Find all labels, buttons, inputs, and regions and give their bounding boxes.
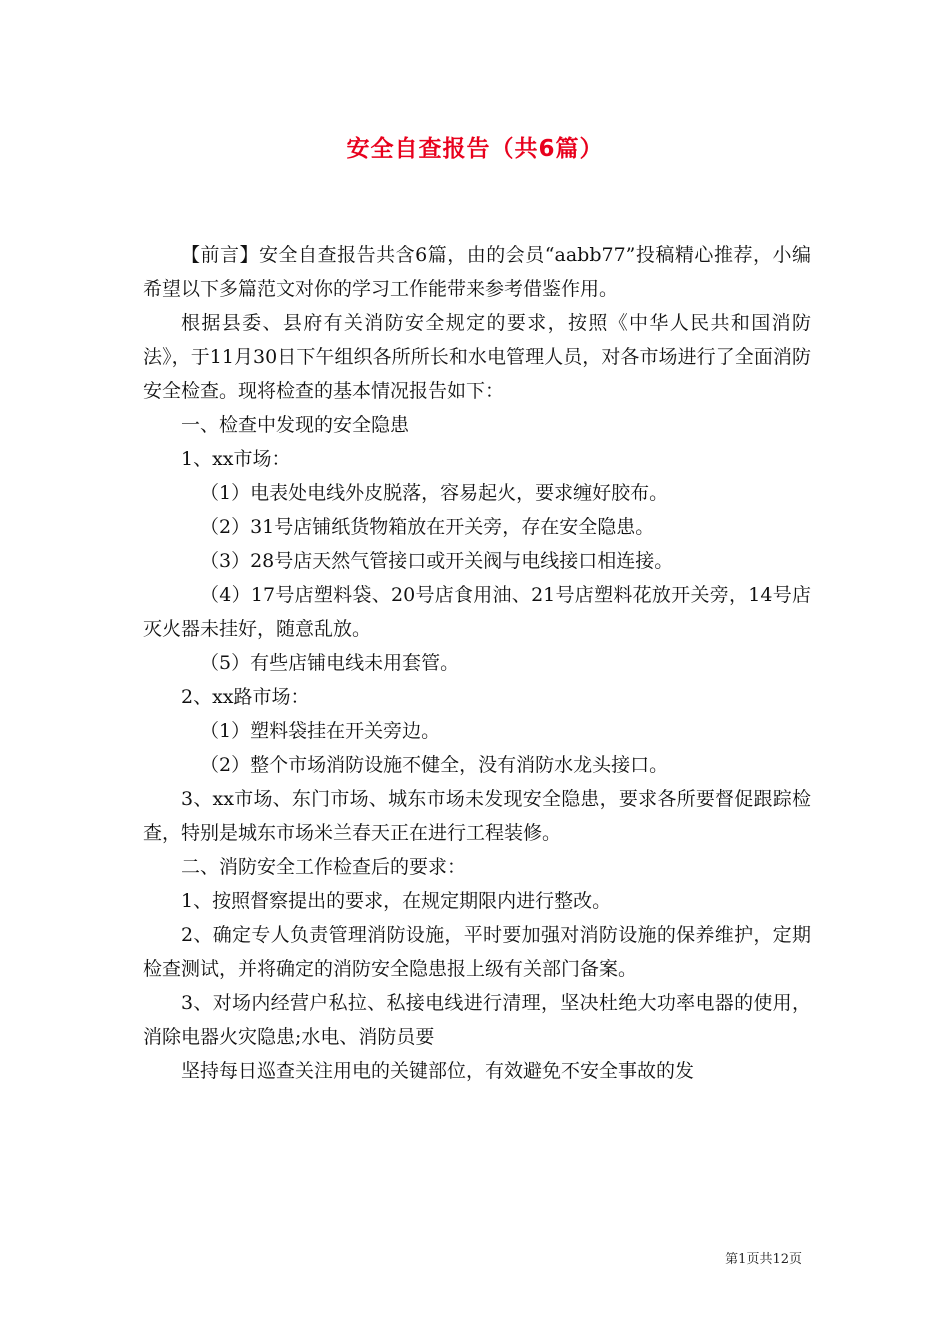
section-heading-1: 一、检查中发现的安全隐患: [181, 414, 410, 436]
list-item: （2）31号店铺纸货物箱放在开关旁，存在安全隐患。: [200, 516, 655, 538]
page-number: 第1页共12页: [725, 1252, 802, 1267]
section-heading-2: 二、消防安全工作检查后的要求：: [181, 856, 467, 878]
requirement-item: 3、对场内经营户私拉、私接电线进行清理，坚决杜绝大功率电器的使用，消除电器火灾隐患;水电、消防员要: [143, 992, 811, 1048]
list-item: （4）17号店塑料袋、20号店食用油、21号店塑料花放开关旁，14号店灭火器未挂好，随意乱放。: [143, 584, 811, 640]
paragraph-continued: 坚持每日巡查关注用电的关键部位，有效避免不安全事故的发: [181, 1060, 695, 1082]
paragraph-preface: 【前言】安全自查报告共含6篇，由的会员“aabb77”投稿精心推荐，小编希望以下多篇范文对你的学习工作能带来参考借鉴作用。: [143, 244, 811, 300]
subsection-item-3: 3、xx市场、东门市场、城东市场未发现安全隐患，要求各所要督促跟踪检查，特别是城东市场米兰春天正在进行工程装修。: [143, 788, 811, 844]
list-item: （3）28号店天然气管接口或开关阀与电线接口相连接。: [200, 550, 674, 572]
subsection-heading-1: 1、xx市场：: [181, 448, 291, 470]
paragraph-intro: 根据县委、县府有关消防安全规定的要求，按照《中华人民共和国消防法》，于11月30日下午组织各所所长和水电管理人员，对各市场进行了全面消防安全检查。现将检查的基本情况报告如下：: [143, 312, 811, 402]
page-title: 安全自查报告（共6篇）: [346, 136, 604, 162]
subsection-heading-2: 2、xx路市场：: [181, 686, 310, 708]
document-body: [143, 238, 811, 1088]
list-item: （5）有些店铺电线未用套管。: [200, 652, 460, 674]
requirement-item: 1、按照督察提出的要求，在规定期限内进行整改。: [181, 890, 612, 912]
list-item: （1）塑料袋挂在开关旁边。: [200, 720, 441, 742]
list-item: （1）电表处电线外皮脱落，容易起火，要求缠好胶布。: [200, 482, 669, 504]
list-item: （2）整个市场消防设施不健全，没有消防水龙头接口。: [200, 754, 669, 776]
requirement-item: 2、确定专人负责管理消防设施，平时要加强对消防设施的保养维护，定期检查测试，并将确定的消防安全隐患报上级有关部门备案。: [143, 924, 811, 980]
